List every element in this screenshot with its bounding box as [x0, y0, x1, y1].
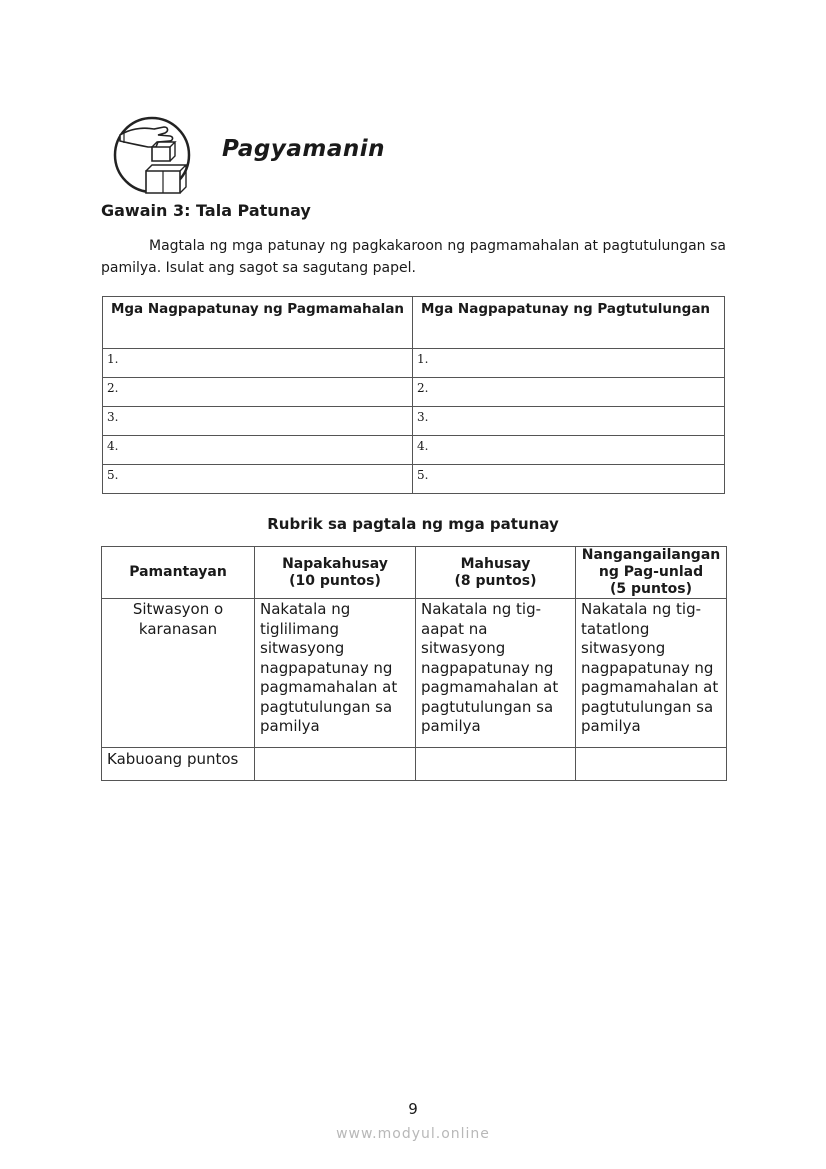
table-row: [103, 378, 725, 407]
header-pagtutulungan: Mga Nagpapatunay ng Pagtutulungan: [413, 297, 725, 349]
total-nangangailangan-cell[interactable]: [576, 747, 727, 780]
section-title: Pagyamanin: [222, 136, 386, 162]
pagmamahalan-cell[interactable]: 5.: [103, 465, 413, 494]
level-nangangailangan-header: [576, 547, 727, 599]
pagtutulungan-cell[interactable]: 1.: [413, 349, 725, 378]
level-name: Nangangailangan ng Pag-unlad: [581, 547, 721, 580]
table-row: [103, 465, 725, 494]
pagmamahalan-cell[interactable]: 3.: [103, 407, 413, 436]
level-napakahusay-header: [255, 547, 416, 599]
level-points: (8 puntos): [454, 572, 537, 589]
criterion-cell: Sitwasyon o karanasan: [102, 599, 255, 748]
level-name: Mahusay: [460, 555, 531, 572]
pagmamahalan-cell[interactable]: 1.: [103, 349, 413, 378]
table-row: [103, 349, 725, 378]
total-mahusay-cell[interactable]: [416, 747, 576, 780]
pagmamahalan-cell[interactable]: 4.: [103, 436, 413, 465]
pagtutulungan-cell[interactable]: 4.: [413, 436, 725, 465]
pagtutulungan-cell[interactable]: 2.: [413, 378, 725, 407]
level-points: (10 puntos): [289, 572, 381, 589]
activity-title: Gawain 3: Tala Patunay: [101, 201, 311, 220]
napakahusay-description: Nakatala ng tiglilimang sitwasyong nagpapatunay ng pagmamahalan at pagtutulungan sa pamilya: [255, 599, 416, 748]
activity-instructions: Magtala ng mga patunay ng pagkakaroon ng pagmamahalan at pagtutulungan sa pamilya. Isulat ang sagot sa sagutang papel.: [101, 238, 726, 276]
level-points: (5 puntos): [609, 581, 692, 597]
rubric-table: [101, 546, 727, 781]
hand-stacking-blocks-icon: [112, 107, 192, 197]
evidence-table: [102, 296, 725, 494]
nangangailangan-description: Nakatala ng tig-tatatlong sitwasyong nagpapatunay ng pagmamahalan at pagtutulungan sa pamilya: [576, 599, 727, 748]
pagtutulungan-cell[interactable]: 3.: [413, 407, 725, 436]
rubric-row: [102, 599, 727, 748]
mahusay-description: Nakatala ng tig-aapat na sitwasyong nagpapatunay ng pagmamahalan at pagtutulungan sa pamilya: [416, 599, 576, 748]
pagtutulungan-cell[interactable]: 5.: [413, 465, 725, 494]
level-mahusay-header: [416, 547, 576, 599]
level-name: Napakahusay: [282, 555, 388, 572]
table-row: [103, 407, 725, 436]
table-row: [103, 436, 725, 465]
total-label: Kabuoang puntos: [102, 747, 255, 780]
pagmamahalan-cell[interactable]: 2.: [103, 378, 413, 407]
page-number: 9: [408, 1100, 418, 1118]
rubric-title: Rubrik sa pagtala ng mga patunay: [267, 515, 559, 533]
criteria-header: Pamantayan: [102, 547, 255, 599]
watermark: www.modyul.online: [336, 1126, 490, 1142]
total-row: [102, 747, 727, 780]
header-pagmamahalan: Mga Nagpapatunay ng Pagmamahalan: [103, 297, 413, 349]
total-napakahusay-cell[interactable]: [255, 747, 416, 780]
